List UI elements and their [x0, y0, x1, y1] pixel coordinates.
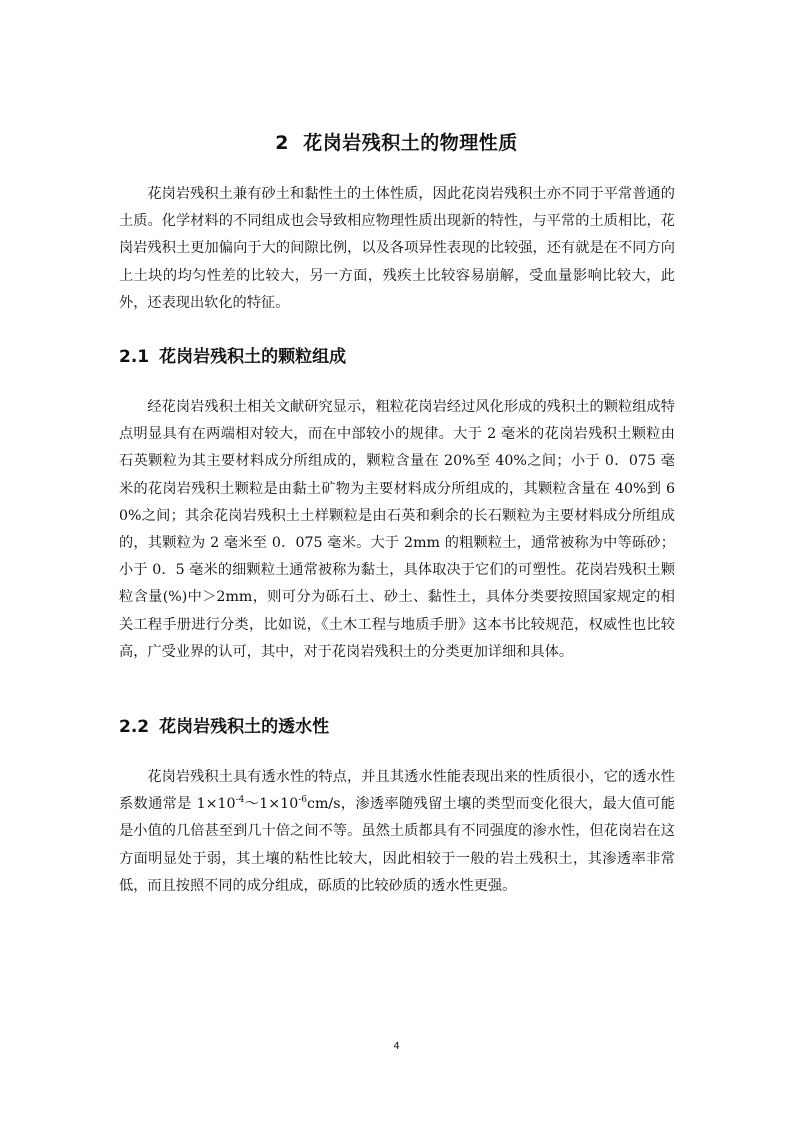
section-2-1-paragraph: 经花岗岩残积土相关文献研究显示，粗粒花岗岩经过风化形成的残积土的颗粒组成特点明显具有在两端相对较大，而在中部较小的规律。大于 2 毫米的花岗岩残积土颗粒由石英颗粒为其主要材料成分所组成的，颗粒含量在 20%至 40%之间；小于 0．075 毫米的花岗岩残积土颗粒是由黏土矿物为主要材料成分所组成的，其颗粒含量在 40%到 60%之间；其余花岗岩残积土土样颗粒是由石英和剩余的长石颗粒为主要材料成分所组成的，其颗粒为 2 毫米至 0．075 毫米。大于 2mm 的粗颗粒土，通常被称为中等砾砂；小于 0．5 毫米的细颗粒土通常被称为黏土，具体取决于它们的可塑性。花岗岩残积土颗粒含量(%)中＞2mm，则可分为砾石土、砂土、黏性土，具体分类要按照国家规定的相关工程手册进行分类，比如说，《土木工程与地质手册》这本书比较规范，权威性也比较高，广受业界的认可，其中，对于花岗岩残积土的分类更加详细和具体。: [119, 399, 675, 660]
chapter-title: [0, 128, 793, 155]
section-heading-2-1: [119, 342, 346, 367]
section-title-text: 花岗岩残积土的颗粒组成: [159, 347, 347, 367]
section-number: 2.1: [119, 347, 150, 367]
paragraph-text-after: cm/s，渗透率随残留土壤的类型而变化很大，最大值可能是小值的几倍甚至到几十倍之间不等。虽然土质都具有不同强度的渗水性，但花岗岩在这方面明显处于弱，其土壤的粘性比较大，因此相较于一般的岩土残积土，其渗透率非常低，而且按照不同的成分组成，砾质的比较砂质的透水性更强。: [119, 796, 675, 894]
section-2-2-paragraph: [119, 764, 675, 900]
exponent-power: -4: [235, 795, 245, 806]
exponent-power: -6: [298, 795, 308, 806]
exponent-base: 10: [280, 796, 299, 813]
exponent-base: 10: [217, 796, 236, 813]
paragraph-text-middle: ～1×: [244, 796, 281, 813]
section-heading-2-2: [119, 712, 329, 737]
page-number: 4: [393, 1041, 400, 1052]
chapter-title-text: 花岗岩残积土的物理性质: [303, 132, 518, 154]
section-title-text: 花岗岩残积土的透水性: [159, 717, 330, 737]
section-number: 2.2: [119, 717, 150, 737]
paragraph-text-before: 花岗岩残积土具有透水性的特点，并且其透水性能表现出来的性质很小，它的透水性系数通常是 1×: [119, 769, 675, 813]
intro-paragraph: 花岗岩残积土兼有砂土和黏性土的土体性质，因此花岗岩残积土亦不同于平常普通的土质。化学材料的不同组成也会导致相应物理性质出现新的特性，与平常的土质相比，花岗岩残积土更加偏向于大的间隙比例，以及各项异性表现的比较强，还有就是在不同方向上土块的均匀性差的比较大，另一方面，残疾土比较容易崩解，受血量影响比较大，此外，还表现出软化的特征。: [119, 186, 675, 311]
chapter-number: 2: [275, 132, 289, 154]
